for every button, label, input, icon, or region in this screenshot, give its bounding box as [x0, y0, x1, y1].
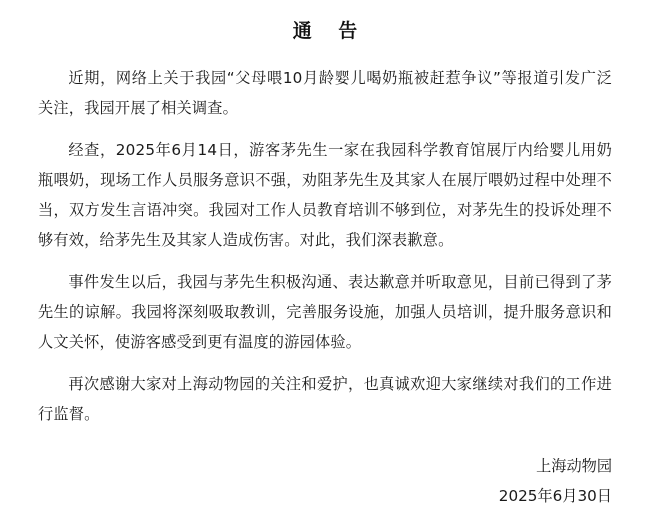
signature-organization: 上海动物园	[536, 457, 612, 475]
paragraph-4: 再次感谢大家对上海动物园的关注和爱护，也真诚欢迎大家继续对我们的工作进行监督。	[38, 375, 612, 423]
signature-date: 2025年6月30日	[498, 487, 612, 505]
paragraph-3: 事件发生以后，我园与茅先生积极沟通、表达歉意并听取意见，目前已得到了茅先生的谅解。我园将深刻吸取教训，完善服务设施，加强人员培训，提升服务意识和人文关怀，使游客感受到更有温度的游园体验。	[38, 273, 612, 351]
page-title: 通 告	[292, 20, 368, 42]
paragraph-2: 经查，2025年6月14日，游客茅先生一家在我园科学教育馆展厅内给婴儿用奶瓶喂奶，现场工作人员服务意识不强，劝阻茅先生及其家人在展厅喂奶过程中处理不当，双方发生言语冲突。我园对工作人员教育培训不够到位，对茅先生的投诉处理不够有效，给茅先生及其家人造成伤害。对此，我们深表歉意。	[38, 141, 612, 249]
paragraph-1: 近期，网络上关于我园“父母喂10月龄婴儿喝奶瓶被赶惹争议”等报道引发广泛关注，我园开展了相关调查。	[38, 69, 612, 117]
signature-block	[499, 451, 612, 511]
